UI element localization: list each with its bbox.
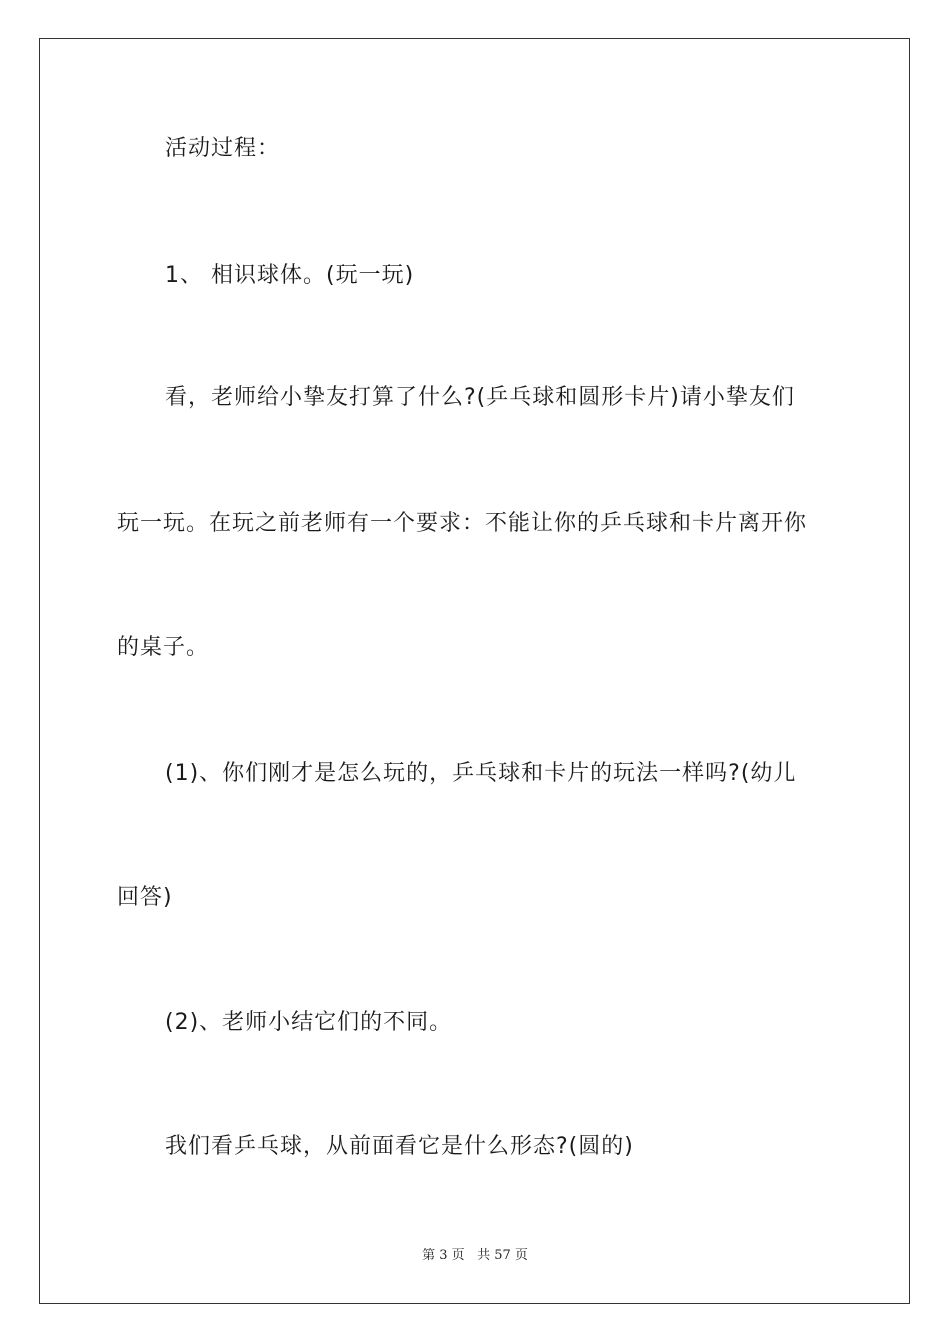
page-footer — [0, 1247, 950, 1265]
page-border — [39, 38, 910, 1304]
text-line: 玩一玩。在玩之前老师有一个要求：不能让你的乒乓球和卡片离开你 — [117, 511, 808, 536]
text-line: 看，老师给小挚友打算了什么?(乒乓球和圆形卡片)请小挚友们 — [165, 385, 795, 410]
text-line: 活动过程： — [165, 136, 281, 161]
text-line: (2)、老师小结它们的不同。 — [165, 1010, 453, 1035]
text-line: 回答) — [117, 885, 173, 910]
text-line: 1、 相识球体。(玩一玩) — [165, 263, 415, 288]
text-line: (1)、你们刚才是怎么玩的，乒乓球和卡片的玩法一样吗?(幼儿 — [165, 761, 797, 786]
text-line: 的桌子。 — [117, 635, 210, 660]
page-number: 第 3 页 — [422, 1248, 465, 1263]
text-line: 我们看乒乓球，从前面看它是什么形态?(圆的) — [165, 1134, 634, 1159]
page-total: 共 57 页 — [477, 1248, 528, 1263]
